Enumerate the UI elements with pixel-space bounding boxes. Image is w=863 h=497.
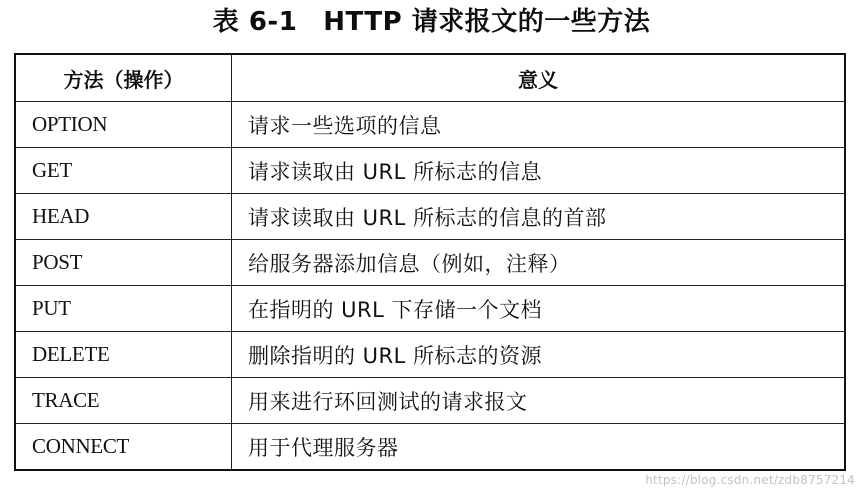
table-row bbox=[15, 286, 845, 332]
meaning-cell: 给服务器添加信息（例如，注释） bbox=[232, 240, 846, 286]
meaning-cell: 请求一些选项的信息 bbox=[232, 102, 846, 148]
header-row bbox=[15, 54, 845, 102]
method-cell: DELETE bbox=[15, 332, 232, 378]
watermark-url: https://blog.csdn.net/zdb8757214 bbox=[645, 473, 855, 487]
meaning-cell: 请求读取由 URL 所标志的信息的首部 bbox=[232, 194, 846, 240]
method-cell: PUT bbox=[15, 286, 232, 332]
table-number: 表 6-1 bbox=[212, 7, 298, 37]
method-cell: OPTION bbox=[15, 102, 232, 148]
method-cell: CONNECT bbox=[15, 424, 232, 471]
table-row bbox=[15, 240, 845, 286]
table-row bbox=[15, 424, 845, 471]
table-title: HTTP 请求报文的一些方法 bbox=[323, 7, 651, 37]
meaning-cell: 用于代理服务器 bbox=[232, 424, 846, 471]
method-column-header: 方法（操作） bbox=[15, 54, 232, 102]
meaning-cell: 删除指明的 URL 所标志的资源 bbox=[232, 332, 846, 378]
meaning-cell: 请求读取由 URL 所标志的信息 bbox=[232, 148, 846, 194]
method-cell: HEAD bbox=[15, 194, 232, 240]
table-row bbox=[15, 148, 845, 194]
method-cell: TRACE bbox=[15, 378, 232, 424]
table-row bbox=[15, 102, 845, 148]
table-caption bbox=[0, 2, 863, 42]
meaning-cell: 在指明的 URL 下存储一个文档 bbox=[232, 286, 846, 332]
table-row bbox=[15, 194, 845, 240]
table-row bbox=[15, 378, 845, 424]
http-methods-table bbox=[14, 53, 846, 471]
method-cell: POST bbox=[15, 240, 232, 286]
table-row bbox=[15, 332, 845, 378]
meaning-cell: 用来进行环回测试的请求报文 bbox=[232, 378, 846, 424]
method-cell: GET bbox=[15, 148, 232, 194]
meaning-column-header: 意义 bbox=[232, 54, 846, 102]
